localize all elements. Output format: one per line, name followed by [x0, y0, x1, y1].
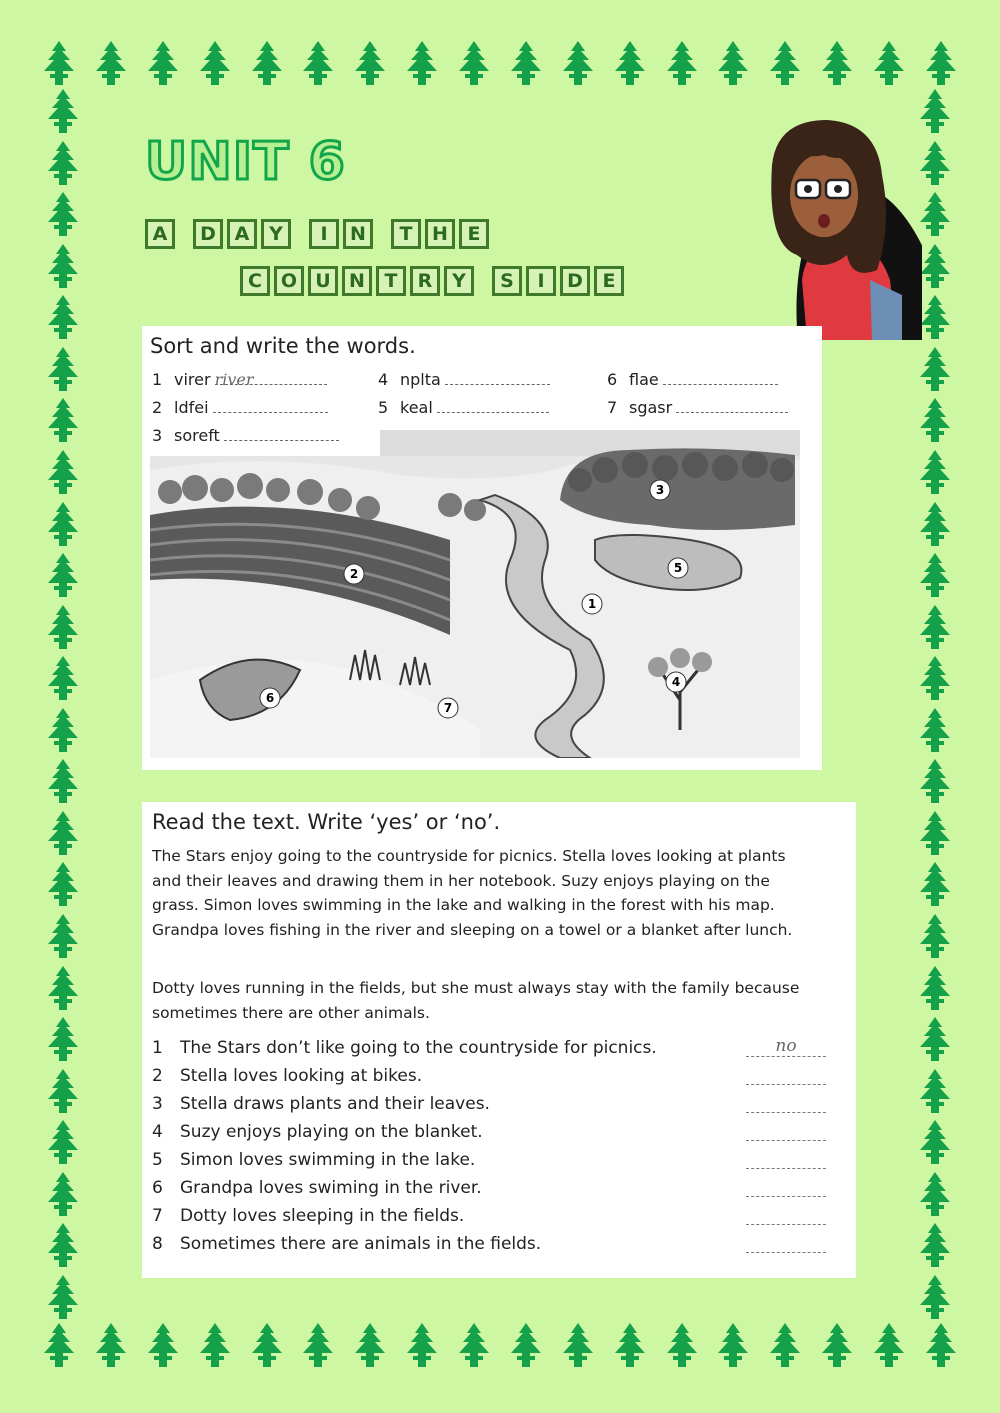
subtitle-letter: I — [309, 219, 339, 249]
tree-icon — [866, 40, 912, 86]
tree-icon — [40, 1171, 86, 1217]
subtitle-letter: T — [391, 219, 421, 249]
tree-icon — [244, 1322, 290, 1368]
word-item-7: 7 sgasr — [607, 398, 788, 417]
tree-icon — [192, 40, 238, 86]
answer-field-5[interactable] — [437, 398, 549, 413]
question-1: 1 The Stars don’t like going to the countryside for picnics. — [152, 1038, 657, 1058]
word-item-1: 1 virer river — [152, 370, 327, 389]
subtitle-word — [391, 219, 489, 249]
answer-field-4[interactable] — [445, 370, 550, 385]
countryside-illustration — [150, 430, 800, 758]
subtitle-letter: U — [308, 266, 338, 296]
tree-icon — [607, 1322, 653, 1368]
reading-panel — [142, 802, 856, 1278]
tree-icon — [40, 913, 86, 959]
subtitle-line-1 — [145, 219, 489, 249]
marker-4: 4 — [671, 675, 681, 689]
answer-field-q4[interactable] — [746, 1120, 826, 1141]
answer-field-q7[interactable] — [746, 1204, 826, 1225]
tree-icon — [912, 707, 958, 753]
word-item-6: 6 flae — [607, 370, 778, 389]
tree-icon — [762, 1322, 808, 1368]
subtitle-word — [145, 219, 175, 249]
subtitle-letter: H — [425, 219, 455, 249]
subtitle-letter: C — [240, 266, 270, 296]
tree-icon — [295, 1322, 341, 1368]
tree-icon — [192, 1322, 238, 1368]
exercise1-heading: Sort and write the words. — [150, 334, 416, 358]
marker-6: 6 — [265, 691, 275, 705]
tree-icon — [555, 40, 601, 86]
tree-icon — [40, 191, 86, 237]
tree-icon — [451, 1322, 497, 1368]
tree-icon — [40, 758, 86, 804]
tree-icon — [814, 40, 860, 86]
tree-icon — [912, 758, 958, 804]
sort-words-panel — [142, 326, 822, 770]
tree-icon — [555, 1322, 601, 1368]
subtitle-word — [240, 266, 474, 296]
tree-icon — [912, 552, 958, 598]
tree-icon — [347, 1322, 393, 1368]
tree-icon — [140, 1322, 186, 1368]
subtitle-letter: O — [274, 266, 304, 296]
subtitle-letter: Y — [444, 266, 474, 296]
answer-field-q2[interactable] — [746, 1064, 826, 1085]
tree-icon — [710, 1322, 756, 1368]
tree-icon — [40, 1016, 86, 1062]
tree-icon — [244, 40, 290, 86]
question-8: 8 Sometimes there are animals in the fields. — [152, 1234, 542, 1254]
tree-icon — [40, 1068, 86, 1114]
tree-icon — [40, 604, 86, 650]
question-3: 3 Stella draws plants and their leaves. — [152, 1094, 490, 1114]
tree-icon — [912, 861, 958, 907]
marker-7: 7 — [443, 701, 453, 715]
tree-icon — [40, 1119, 86, 1165]
subtitle-letter: R — [410, 266, 440, 296]
tree-icon — [912, 1274, 958, 1320]
subtitle-line-2 — [240, 266, 624, 296]
subtitle-letter: T — [376, 266, 406, 296]
tree-icon — [40, 243, 86, 289]
marker-1: 1 — [587, 597, 597, 611]
subtitle-letter: N — [343, 219, 373, 249]
tree-icon — [866, 1322, 912, 1368]
subtitle-letter: N — [342, 266, 372, 296]
tree-icon — [814, 1322, 860, 1368]
reading-paragraph-2: Dotty loves running in the fields, but she must always stay with the family because sometimes there are other animals. — [152, 979, 800, 1022]
tree-icon — [912, 655, 958, 701]
tree-icon — [40, 88, 86, 134]
subtitle-letter: S — [492, 266, 522, 296]
answer-field-2[interactable] — [213, 398, 328, 413]
answer-field-q3[interactable] — [746, 1092, 826, 1113]
tree-icon — [912, 397, 958, 443]
word-item-2: 2 ldfei — [152, 398, 328, 417]
tree-border-top — [36, 40, 964, 86]
tree-icon — [918, 1322, 964, 1368]
subtitle-letter: A — [227, 219, 257, 249]
subtitle-word — [309, 219, 373, 249]
tree-icon — [912, 501, 958, 547]
question-5: 5 Simon loves swimming in the lake. — [152, 1150, 476, 1170]
tree-icon — [762, 40, 808, 86]
question-2: 2 Stella loves looking at bikes. — [152, 1066, 423, 1086]
tree-icon — [140, 40, 186, 86]
tree-icon — [40, 810, 86, 856]
tree-icon — [40, 397, 86, 443]
tree-icon — [36, 40, 82, 86]
page-title: UNIT 6 — [145, 132, 346, 192]
tree-icon — [40, 294, 86, 340]
question-4: 4 Suzy enjoys playing on the blanket. — [152, 1122, 483, 1142]
subtitle-letter: D — [193, 219, 223, 249]
question-6: 6 Grandpa loves swiming in the river. — [152, 1178, 482, 1198]
subtitle-letter: A — [145, 219, 175, 249]
tree-icon — [912, 1171, 958, 1217]
answer-field-q6[interactable] — [746, 1176, 826, 1197]
tree-icon — [40, 1274, 86, 1320]
tree-icon — [40, 707, 86, 753]
subtitle-word — [492, 266, 624, 296]
tree-icon — [88, 1322, 134, 1368]
answer-field-7[interactable] — [676, 398, 788, 413]
answer-field-6[interactable] — [663, 370, 778, 385]
tree-icon — [40, 965, 86, 1011]
tree-icon — [918, 40, 964, 86]
subtitle-word — [193, 219, 291, 249]
tree-icon — [451, 40, 497, 86]
tree-icon — [912, 810, 958, 856]
tree-icon — [710, 40, 756, 86]
tree-border-left — [40, 88, 86, 1320]
tree-icon — [399, 40, 445, 86]
tree-icon — [912, 346, 958, 392]
word-item-3: 3 soreft — [152, 426, 339, 445]
question-7: 7 Dotty loves sleeping in the fields. — [152, 1206, 465, 1226]
teacher-avatar — [752, 105, 922, 340]
answer-field-1[interactable]: river — [215, 370, 327, 385]
tree-icon — [40, 1222, 86, 1268]
tree-icon — [40, 655, 86, 701]
tree-icon — [607, 40, 653, 86]
tree-icon — [912, 449, 958, 495]
tree-icon — [912, 1068, 958, 1114]
tree-icon — [912, 1016, 958, 1062]
marker-2: 2 — [349, 567, 359, 581]
tree-icon — [40, 501, 86, 547]
subtitle-letter: D — [560, 266, 590, 296]
tree-icon — [40, 449, 86, 495]
exercise2-heading: Read the text. Write ‘yes’ or ‘no’. — [152, 810, 501, 834]
answer-field-q8[interactable] — [746, 1232, 826, 1253]
tree-icon — [503, 40, 549, 86]
tree-icon — [912, 965, 958, 1011]
subtitle-letter: I — [526, 266, 556, 296]
tree-icon — [912, 1119, 958, 1165]
word-item-4: 4 nplta — [378, 370, 550, 389]
tree-icon — [88, 40, 134, 86]
tree-icon — [912, 604, 958, 650]
subtitle-letter: E — [594, 266, 624, 296]
tree-icon — [40, 552, 86, 598]
tree-icon — [912, 1222, 958, 1268]
answer-field-q1[interactable]: no — [746, 1036, 826, 1057]
tree-icon — [295, 40, 341, 86]
tree-icon — [36, 1322, 82, 1368]
tree-icon — [503, 1322, 549, 1368]
marker-3: 3 — [655, 483, 665, 497]
tree-icon — [40, 861, 86, 907]
tree-icon — [659, 40, 705, 86]
reading-paragraph-1: The Stars enjoy going to the countryside for picnics. Stella loves looking at plants and their leaves and drawing them in her notebook. Suzy enjoys playing on the grass. Simon loves swimming in the lake and walking in the forest with his map. Grandpa loves fishing in the river and sleeping on a towel or a blanket after lunch. — [152, 847, 793, 939]
tree-icon — [399, 1322, 445, 1368]
tree-icon — [659, 1322, 705, 1368]
answer-field-q5[interactable] — [746, 1148, 826, 1169]
marker-5: 5 — [673, 561, 683, 575]
tree-icon — [40, 140, 86, 186]
tree-border-bottom — [36, 1322, 964, 1368]
subtitle-letter: E — [459, 219, 489, 249]
word-item-5: 5 keal — [378, 398, 549, 417]
tree-icon — [912, 913, 958, 959]
tree-icon — [40, 346, 86, 392]
tree-icon — [347, 40, 393, 86]
subtitle-letter: Y — [261, 219, 291, 249]
